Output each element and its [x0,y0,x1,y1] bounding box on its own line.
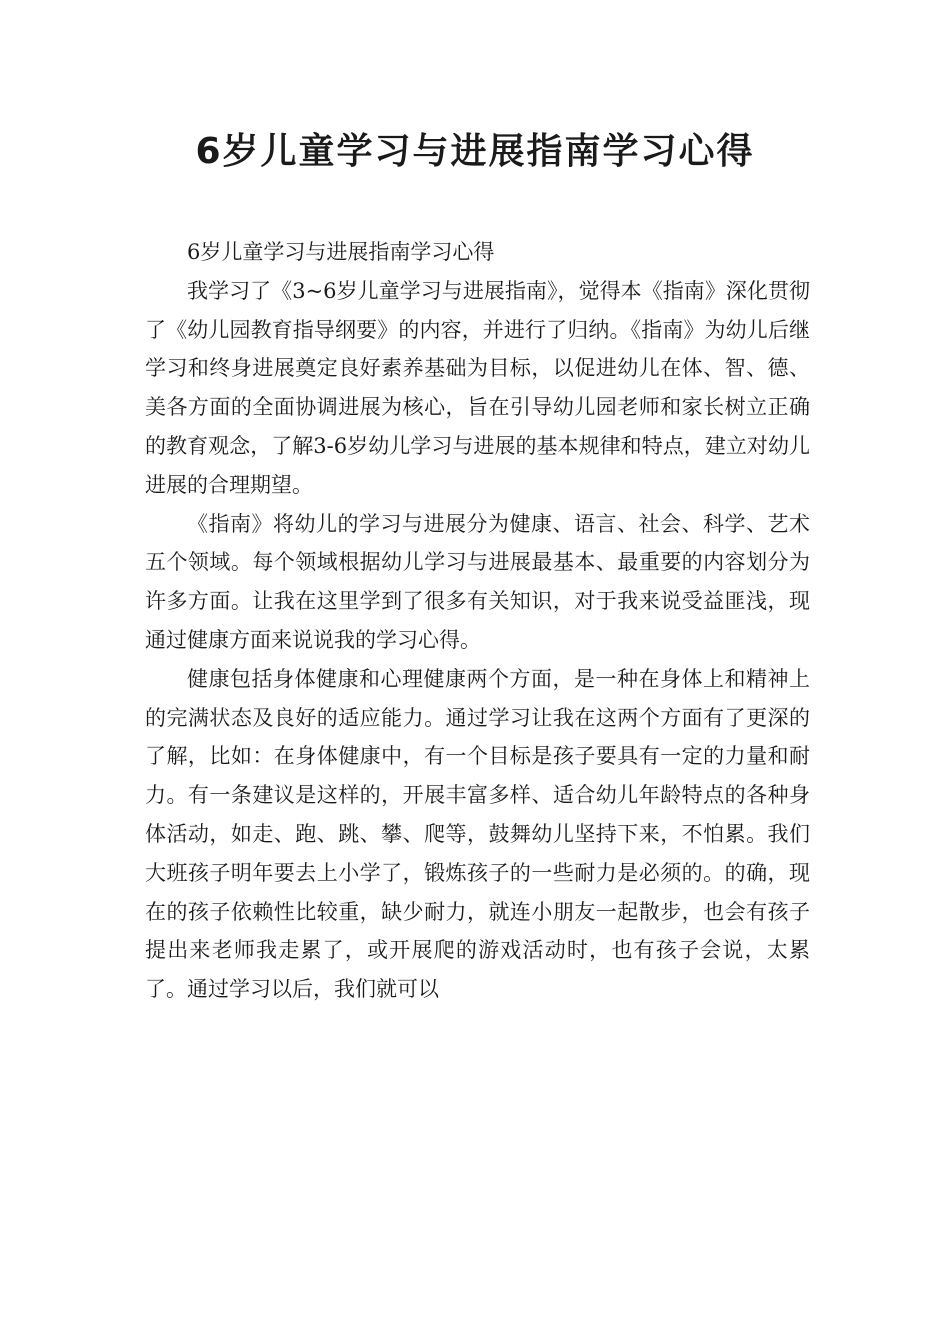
paragraph-health: 健康包括身体健康和心理健康两个方面，是一种在身体上和精神上的完满状态及良好的适应能力。通过学习让我在这两个方面有了更深的了解，比如：在身体健康中，有一个目标是孩子要具有一定的力量和耐力。有一条建议是这样的，开展丰富多样、适合幼儿年龄特点的各种身体活动，如走、跑、跳、攀、爬等，鼓舞幼儿坚持下来，不怕累。我们大班孩子明年要去上小学了，锻炼孩子的一些耐力是必须的。的确，现在的孩子依赖性比较重，缺少耐力，就连小朋友一起散步，也会有孩子提出来老师我走累了，或开展爬的游戏活动时，也有孩子会说，太累了。通过学习以后，我们就可以 [145,666,810,1002]
document-title: 6岁儿童学习与进展指南学习心得 [195,131,755,172]
paragraph-subtitle: 6岁儿童学习与进展指南学习心得 [187,240,495,264]
paragraph-intro: 我学习了《3~6岁儿童学习与进展指南》，觉得本《指南》深化贯彻了《幼儿园教育指导纲要》的内容，并进行了归纳。《指南》为幼儿后继学习和终身进展奠定良好素养基础为目标，以促进幼儿在体、智、德、美各方面的全面协调进展为核心，旨在引导幼儿园老师和家长树立正确的教育观念，了解3-6岁幼儿学习与进展的基本规律和特点，建立对幼儿进展的合理期望。 [145,278,810,497]
document-body [145,233,810,1009]
paragraph-domains: 《指南》将幼儿的学习与进展分为健康、语言、社会、科学、艺术五个领域。每个领域根据幼儿学习与进展最基本、最重要的内容划分为许多方面。让我在这里学到了很多有关知识，对于我来说受益匪浅，现通过健康方面来说说我的学习心得。 [145,511,810,652]
